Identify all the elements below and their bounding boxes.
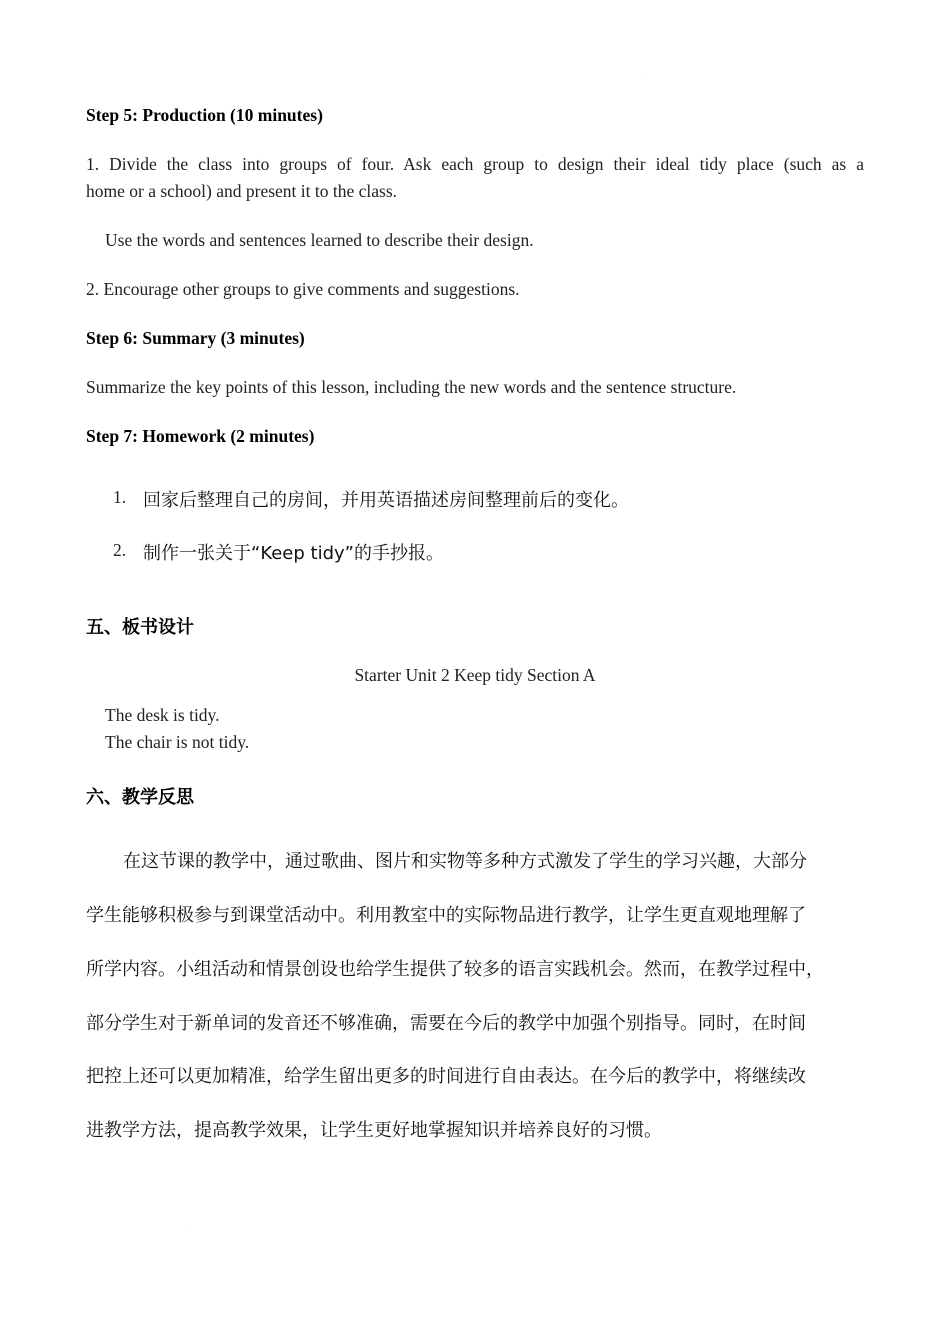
step5-item1-line1: 1. Divide the class into groups of four. Ask each group to design their ideal tidy place (such as a bbox=[86, 154, 864, 174]
reflection-line: 在这节课的教学中，通过歌曲、图片和实物等多种方式激发了学生的学习兴趣，大部分 bbox=[123, 851, 807, 872]
step5-title: Step 5: Production (10 minutes) bbox=[86, 105, 323, 125]
list-number: 1. bbox=[113, 487, 127, 507]
reflection-line: 所学内容。小组活动和情景创设也给学生提供了较多的语言实践机会。然而，在教学过程中， bbox=[86, 959, 824, 980]
homework-item-text: 回家后整理自己的房间，并用英语描述房间整理前后的变化。 bbox=[143, 490, 629, 511]
reflection-line: 部分学生对于新单词的发音还不够准确，需要在今后的教学中加强个别指导。同时，在时间 bbox=[86, 1013, 806, 1034]
board-line-1: The desk is tidy. bbox=[105, 705, 220, 725]
step7-title: Step 7: Homework (2 minutes) bbox=[86, 426, 315, 446]
list-number: 2. bbox=[113, 540, 127, 560]
step5-item2: 2. Encourage other groups to give comments and suggestions. bbox=[86, 279, 520, 299]
step5-item1-line2: home or a school) and present it to the class. bbox=[86, 181, 398, 201]
board-title: Starter Unit 2 Keep tidy Section A bbox=[354, 665, 596, 685]
stray-mark-bottom: · bbox=[187, 1222, 189, 1228]
homework-list-item bbox=[113, 540, 126, 561]
reflection-heading: 六、教学反思 bbox=[86, 787, 194, 808]
reflection-line: 进教学方法，提高教学效果，让学生更好地掌握知识并培养良好的习惯。 bbox=[86, 1120, 662, 1141]
stray-mark-top: · bbox=[645, 76, 647, 82]
board-line-2: The chair is not tidy. bbox=[105, 732, 250, 752]
homework-list-item bbox=[113, 487, 126, 508]
step6-title: Step 6: Summary (3 minutes) bbox=[86, 328, 305, 348]
step5-item1-line3: Use the words and sentences learned to describe their design. bbox=[105, 230, 534, 250]
board-heading: 五、板书设计 bbox=[86, 617, 194, 638]
reflection-line: 学生能够积极参与到课堂活动中。利用教室中的实际物品进行教学，让学生更直观地理解了 bbox=[86, 905, 806, 926]
homework-item-text: 制作一张关于“Keep tidy”的手抄报。 bbox=[143, 543, 444, 564]
reflection-line: 把控上还可以更加精准，给学生留出更多的时间进行自由表达。在今后的教学中，将继续改 bbox=[86, 1066, 806, 1087]
step6-text: Summarize the key points of this lesson, including the new words and the sentence structure. bbox=[86, 377, 737, 397]
